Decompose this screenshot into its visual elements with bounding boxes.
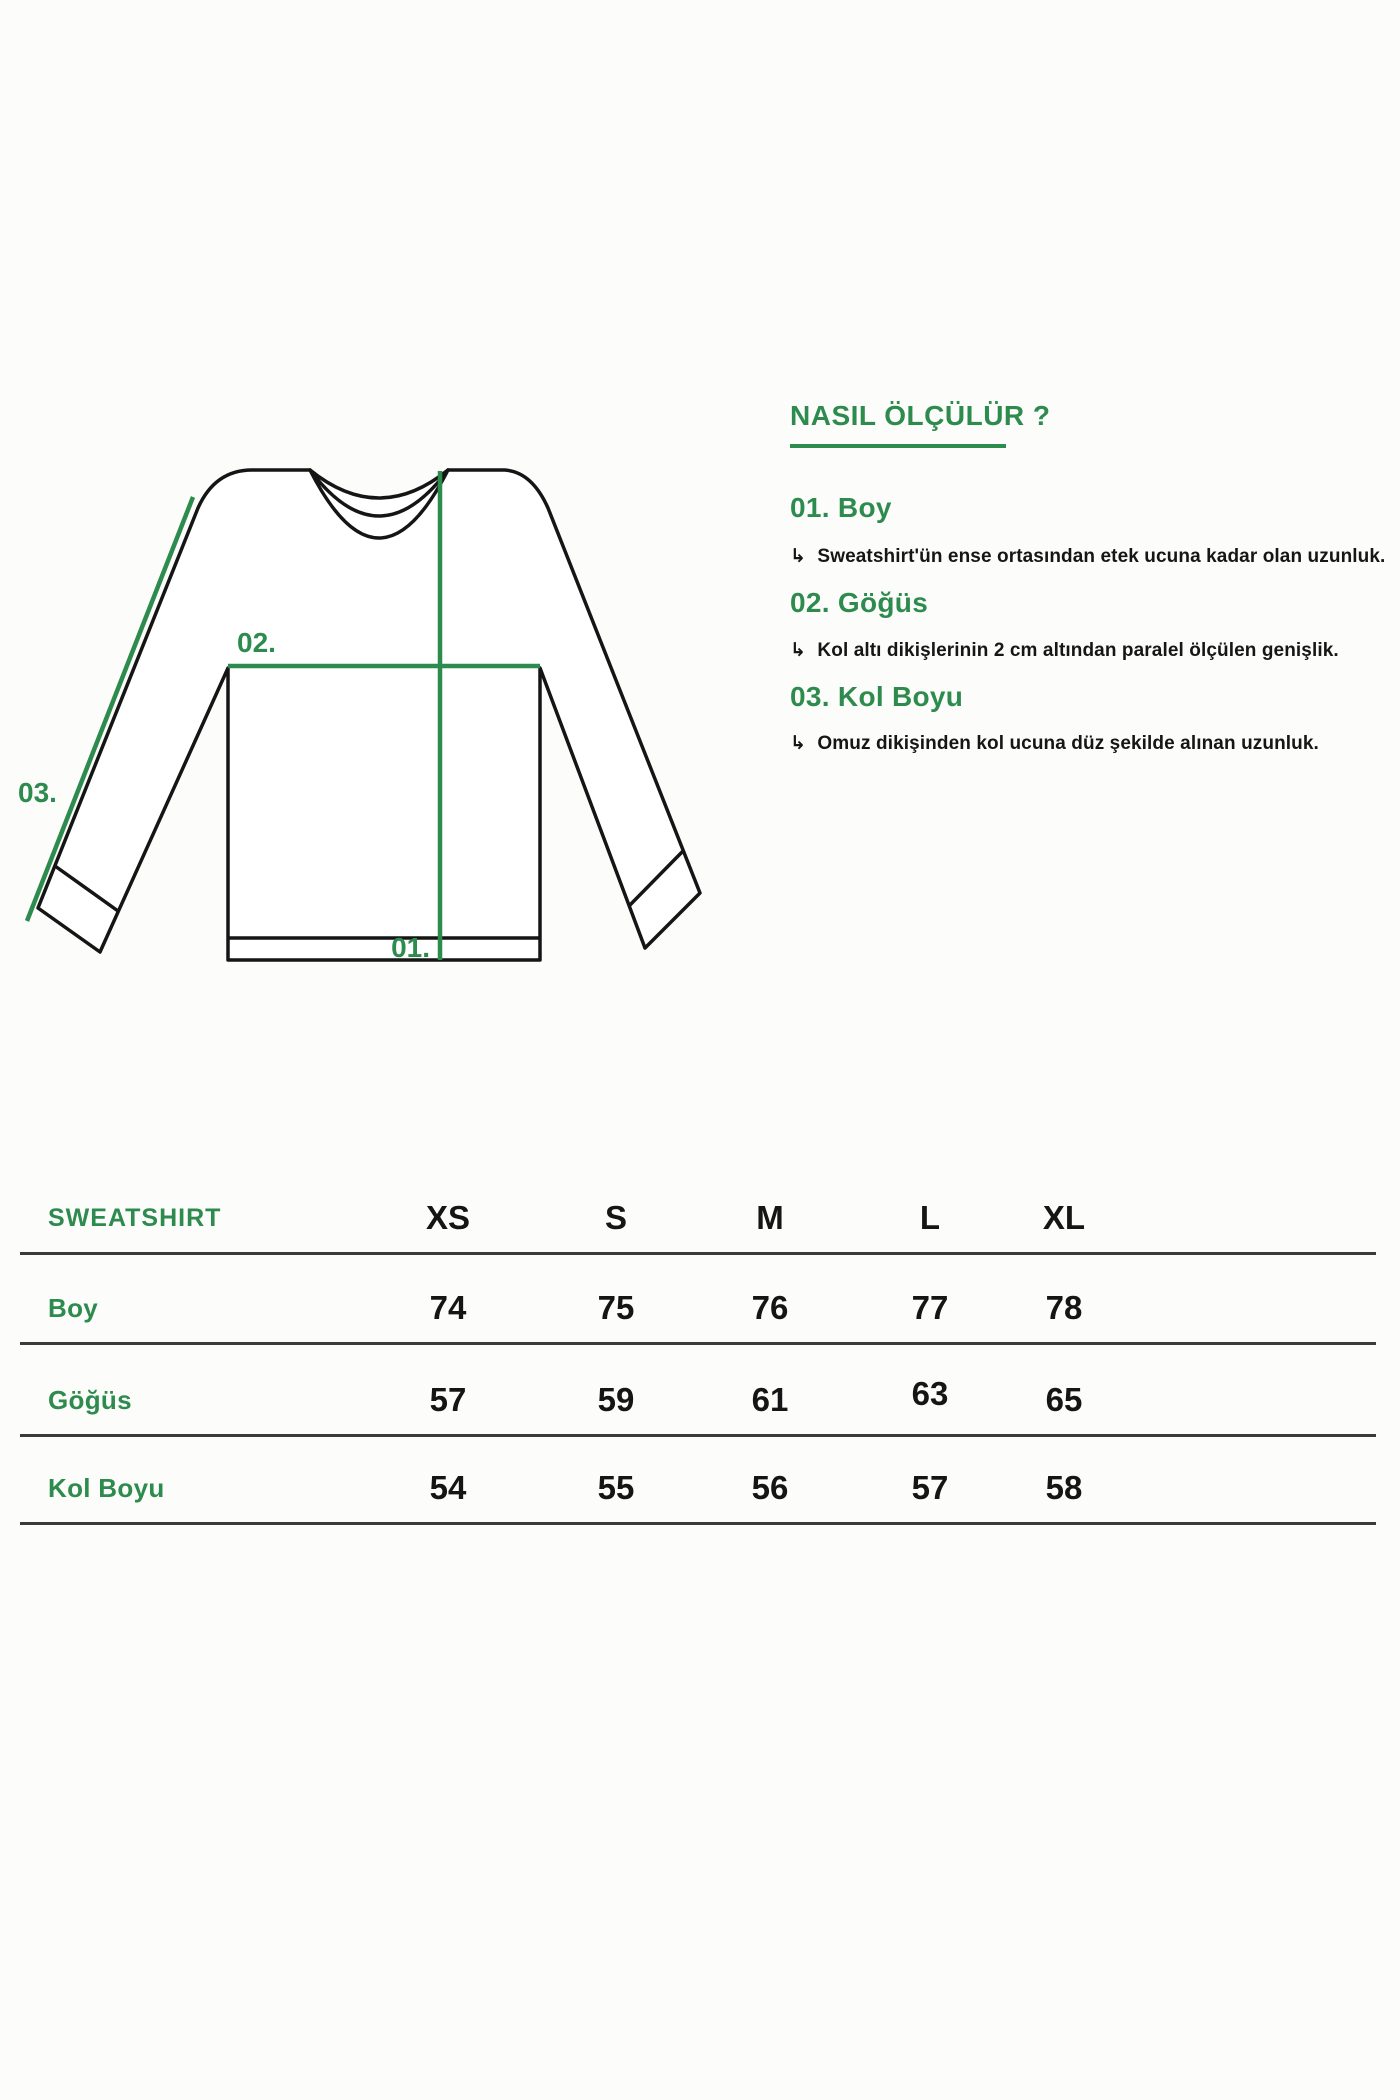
size-col-header-m: M	[756, 1199, 784, 1236]
return-arrow-icon: ↳	[790, 639, 807, 661]
table-cell: 61	[751, 1381, 789, 1418]
measure-item-desc-gogus	[790, 639, 1339, 662]
size-col-header-xs: XS	[425, 1199, 471, 1236]
table-cell: 57	[429, 1381, 467, 1418]
table-cell: 75	[597, 1289, 635, 1326]
measure-item-name: Göğüs	[837, 587, 929, 618]
table-divider	[20, 1342, 1376, 1345]
table-divider	[20, 1252, 1376, 1255]
table-cell: 76	[751, 1289, 789, 1326]
table-divider	[20, 1434, 1376, 1437]
size-col-header-xl: XL	[1042, 1199, 1086, 1236]
measure-item-desc-text: Omuz dikişinden kol ucuna düz şekilde alınan uzunluk.	[817, 733, 1319, 754]
measure-item-name: Kol Boyu	[837, 681, 964, 712]
table-cell: 63	[911, 1375, 949, 1412]
diagram-label-01: 01.	[391, 932, 430, 963]
measure-item-name: Boy	[837, 492, 892, 523]
table-row-label-kol-boyu: Kol Boyu	[48, 1473, 165, 1503]
measure-item-desc-boy	[790, 545, 1385, 568]
table-cell: 78	[1045, 1289, 1083, 1326]
measure-item-desc-kol-boyu	[790, 732, 1319, 755]
table-cell: 57	[911, 1469, 949, 1506]
measure-item-no: 01.	[790, 492, 830, 523]
sweatshirt-outline	[38, 470, 700, 960]
table-divider	[20, 1522, 1376, 1525]
diagram-label-02: 02.	[237, 627, 276, 658]
measure-item-desc-text: Sweatshirt'ün ense ortasından etek ucuna kadar olan uzunluk.	[817, 546, 1386, 567]
table-cell: 74	[429, 1289, 467, 1326]
size-col-header-l: L	[919, 1199, 941, 1236]
how-to-measure-title: NASIL ÖLÇÜLÜR ?	[790, 400, 1051, 431]
diagram-label-03: 03.	[18, 777, 57, 808]
return-arrow-icon: ↳	[790, 732, 807, 754]
table-product-name: SWEATSHIRT	[48, 1204, 222, 1232]
table-cell: 77	[911, 1289, 949, 1326]
table-cell: 54	[429, 1469, 467, 1506]
measure-item-head-gogus	[790, 587, 928, 619]
size-col-header-s: S	[604, 1199, 627, 1236]
table-cell: 55	[597, 1469, 635, 1506]
table-cell: 58	[1045, 1469, 1083, 1506]
sweatshirt-diagram	[0, 330, 720, 1000]
measure-item-head-boy	[790, 492, 892, 524]
table-cell: 59	[597, 1381, 635, 1418]
table-cell: 65	[1045, 1381, 1083, 1418]
table-cell: 56	[751, 1469, 789, 1506]
measure-item-no: 03.	[790, 681, 830, 712]
measure-item-desc-text: Kol altı dikişlerinin 2 cm altından paralel ölçülen genişlik.	[817, 640, 1339, 661]
measure-item-no: 02.	[790, 587, 830, 618]
return-arrow-icon: ↳	[790, 545, 807, 567]
table-row-label-gogus: Göğüs	[48, 1385, 132, 1415]
measure-item-head-kol-boyu	[790, 681, 963, 713]
table-row-label-boy: Boy	[48, 1293, 99, 1323]
title-underline	[790, 444, 1006, 448]
